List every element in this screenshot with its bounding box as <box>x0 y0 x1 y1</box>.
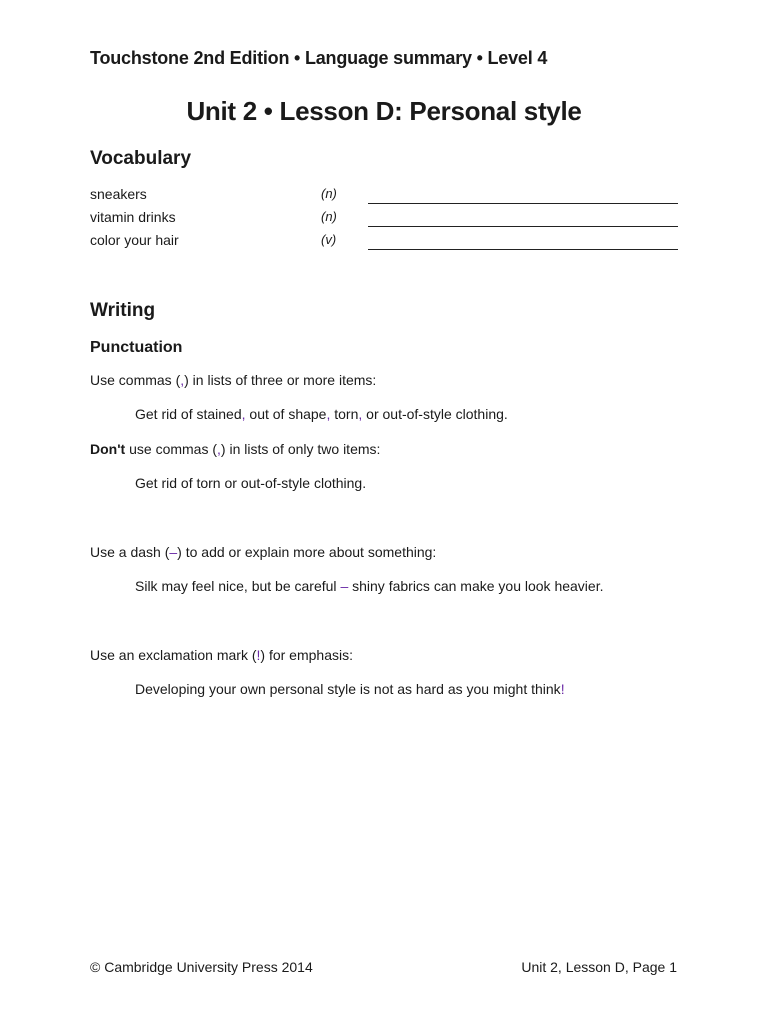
vocab-row <box>90 209 678 231</box>
book-header: Touchstone 2nd Edition • Language summary • Level 4 <box>90 48 548 68</box>
vocab-answer-line[interactable] <box>368 226 678 227</box>
punctuation-mark: , <box>217 441 221 457</box>
footer-copyright: © Cambridge University Press 2014 <box>90 959 313 975</box>
example-sentence: Get rid of stained, out of shape, torn, or out-of-style clothing. <box>135 406 508 422</box>
rule-text: Use an exclamation mark (!) for emphasis: <box>90 647 353 663</box>
punctuation-mark: – <box>169 544 178 560</box>
example-sentence: Developing your own personal style is not as hard as you might think! <box>135 681 565 697</box>
punctuation-mark: , <box>180 372 185 388</box>
vocab-part-of-speech: (n) <box>321 186 337 201</box>
footer-page-reference: Unit 2, Lesson D, Page 1 <box>521 959 677 975</box>
punctuation-subheading: Punctuation <box>90 339 183 356</box>
vocab-row <box>90 232 678 254</box>
example-sentence: Get rid of torn or out-of-style clothing. <box>135 475 367 491</box>
punctuation-mark: ! <box>256 647 261 663</box>
rule-text: Don't use commas (,) in lists of only two items: <box>90 441 381 457</box>
writing-heading: Writing <box>90 300 156 321</box>
vocab-term: vitamin drinks <box>90 209 176 225</box>
rule-text: Use commas (,) in lists of three or more items: <box>90 372 377 388</box>
vocab-answer-line[interactable] <box>368 203 678 204</box>
vocab-row <box>90 186 678 208</box>
vocabulary-heading: Vocabulary <box>90 148 192 169</box>
vocab-part-of-speech: (v) <box>321 232 337 247</box>
vocab-term: sneakers <box>90 186 147 202</box>
vocab-answer-line[interactable] <box>368 249 678 250</box>
rule-text: Use a dash (–) to add or explain more about something: <box>90 544 437 560</box>
example-sentence: Silk may feel nice, but be careful – shiny fabrics can make you look heavier. <box>135 578 604 594</box>
vocab-term: color your hair <box>90 232 179 248</box>
vocab-part-of-speech: (n) <box>321 209 337 224</box>
lesson-title: Unit 2 • Lesson D: Personal style <box>186 96 582 126</box>
